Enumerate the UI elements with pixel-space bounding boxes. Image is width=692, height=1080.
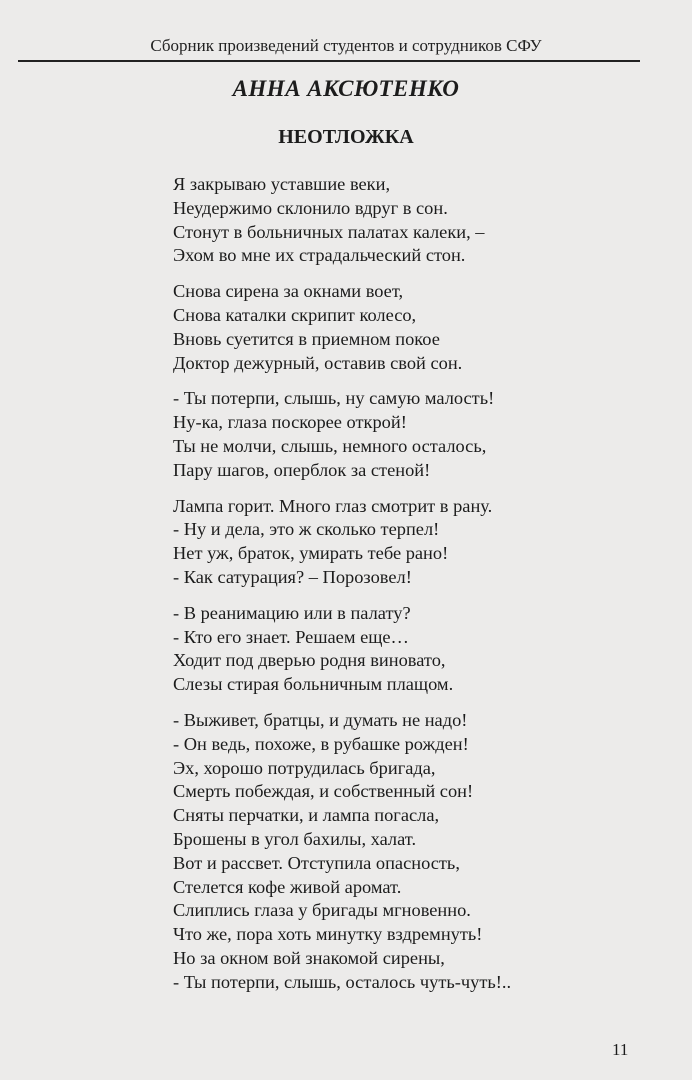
poem-line: Слиплись глаза у бригады мгновенно. xyxy=(173,900,471,921)
poem-line: Ну-ка, глаза поскорее открой! xyxy=(173,412,407,433)
poem-line: Слезы стирая больничным плащом. xyxy=(173,674,454,695)
poem-line: Вновь суетится в приемном покое xyxy=(173,328,440,349)
running-header: Сборник произведений студентов и сотрудников СФУ xyxy=(150,36,542,55)
poem-line: Снова сирена за окнами воет, xyxy=(173,281,404,302)
stanza xyxy=(173,709,643,995)
poem-line: Пару шагов, оперблок за стеной! xyxy=(173,459,431,480)
poem-line: Стелется кофе живой аромат. xyxy=(173,876,402,897)
page-number: 11 xyxy=(612,1040,629,1059)
poem-line: Снова каталки скрипит колесо, xyxy=(173,304,417,325)
stanza xyxy=(173,280,643,375)
poem-line: Лампа горит. Много глаз смотрит в рану. xyxy=(173,495,493,516)
poem-line: - Ты потерпи, слышь, осталось чуть-чуть!.. xyxy=(173,971,512,992)
poem-body xyxy=(173,173,643,1007)
poem-line: Ты не молчи, слышь, немного осталось, xyxy=(173,435,487,456)
poem-line: - В реанимацию или в палату? xyxy=(173,602,411,623)
stanza xyxy=(173,387,643,482)
poem-line: - Кто его знает. Решаем еще… xyxy=(173,626,409,647)
stanza xyxy=(173,602,643,697)
poem-line: - Ну и дела, это ж сколько терпел! xyxy=(173,519,440,540)
poem-line: Сняты перчатки, и лампа погасла, xyxy=(173,805,440,826)
poem-line: Я закрываю уставшие веки, xyxy=(173,174,391,194)
poem-line: Ходит под дверью родня виновато, xyxy=(173,650,446,671)
stanza xyxy=(173,173,643,268)
poem-line: Смерть побеждая, и собственный сон! xyxy=(173,781,474,802)
author-name: АННА АКСЮТЕНКО xyxy=(232,76,460,101)
header-rule xyxy=(18,60,640,62)
poem-line: - Он ведь, похоже, в рубашке рожден! xyxy=(173,733,469,754)
poem-line: Вот и рассвет. Отступила опасность, xyxy=(173,852,460,873)
poem-line: - Как сатурация? – Порозовел! xyxy=(173,566,412,587)
poem-line: Доктор дежурный, оставив свой сон. xyxy=(173,352,463,373)
poem-line: - Выживет, братцы, и думать не надо! xyxy=(173,709,468,730)
poem-line: - Ты потерпи, слышь, ну самую малость! xyxy=(173,388,495,409)
poem-line: Стонут в больничных палатах калеки, – xyxy=(173,221,485,242)
poem-line: Нет уж, браток, умирать тебе рано! xyxy=(173,543,449,564)
poem-line: Брошены в угол бахилы, халат. xyxy=(173,828,417,849)
poem-title: НЕОТЛОЖКА xyxy=(278,126,414,148)
poem-line: Но за окном вой знакомой сирены, xyxy=(173,947,445,968)
poem-line: Эхом во мне их страдальческий стон. xyxy=(173,245,466,266)
stanza xyxy=(173,495,643,590)
poem-line: Что же, пора хоть минутку вздремнуть! xyxy=(173,924,483,945)
poem-line: Неудержимо склонило вдруг в сон. xyxy=(173,197,448,218)
poem-line: Эх, хорошо потрудилась бригада, xyxy=(173,757,436,778)
